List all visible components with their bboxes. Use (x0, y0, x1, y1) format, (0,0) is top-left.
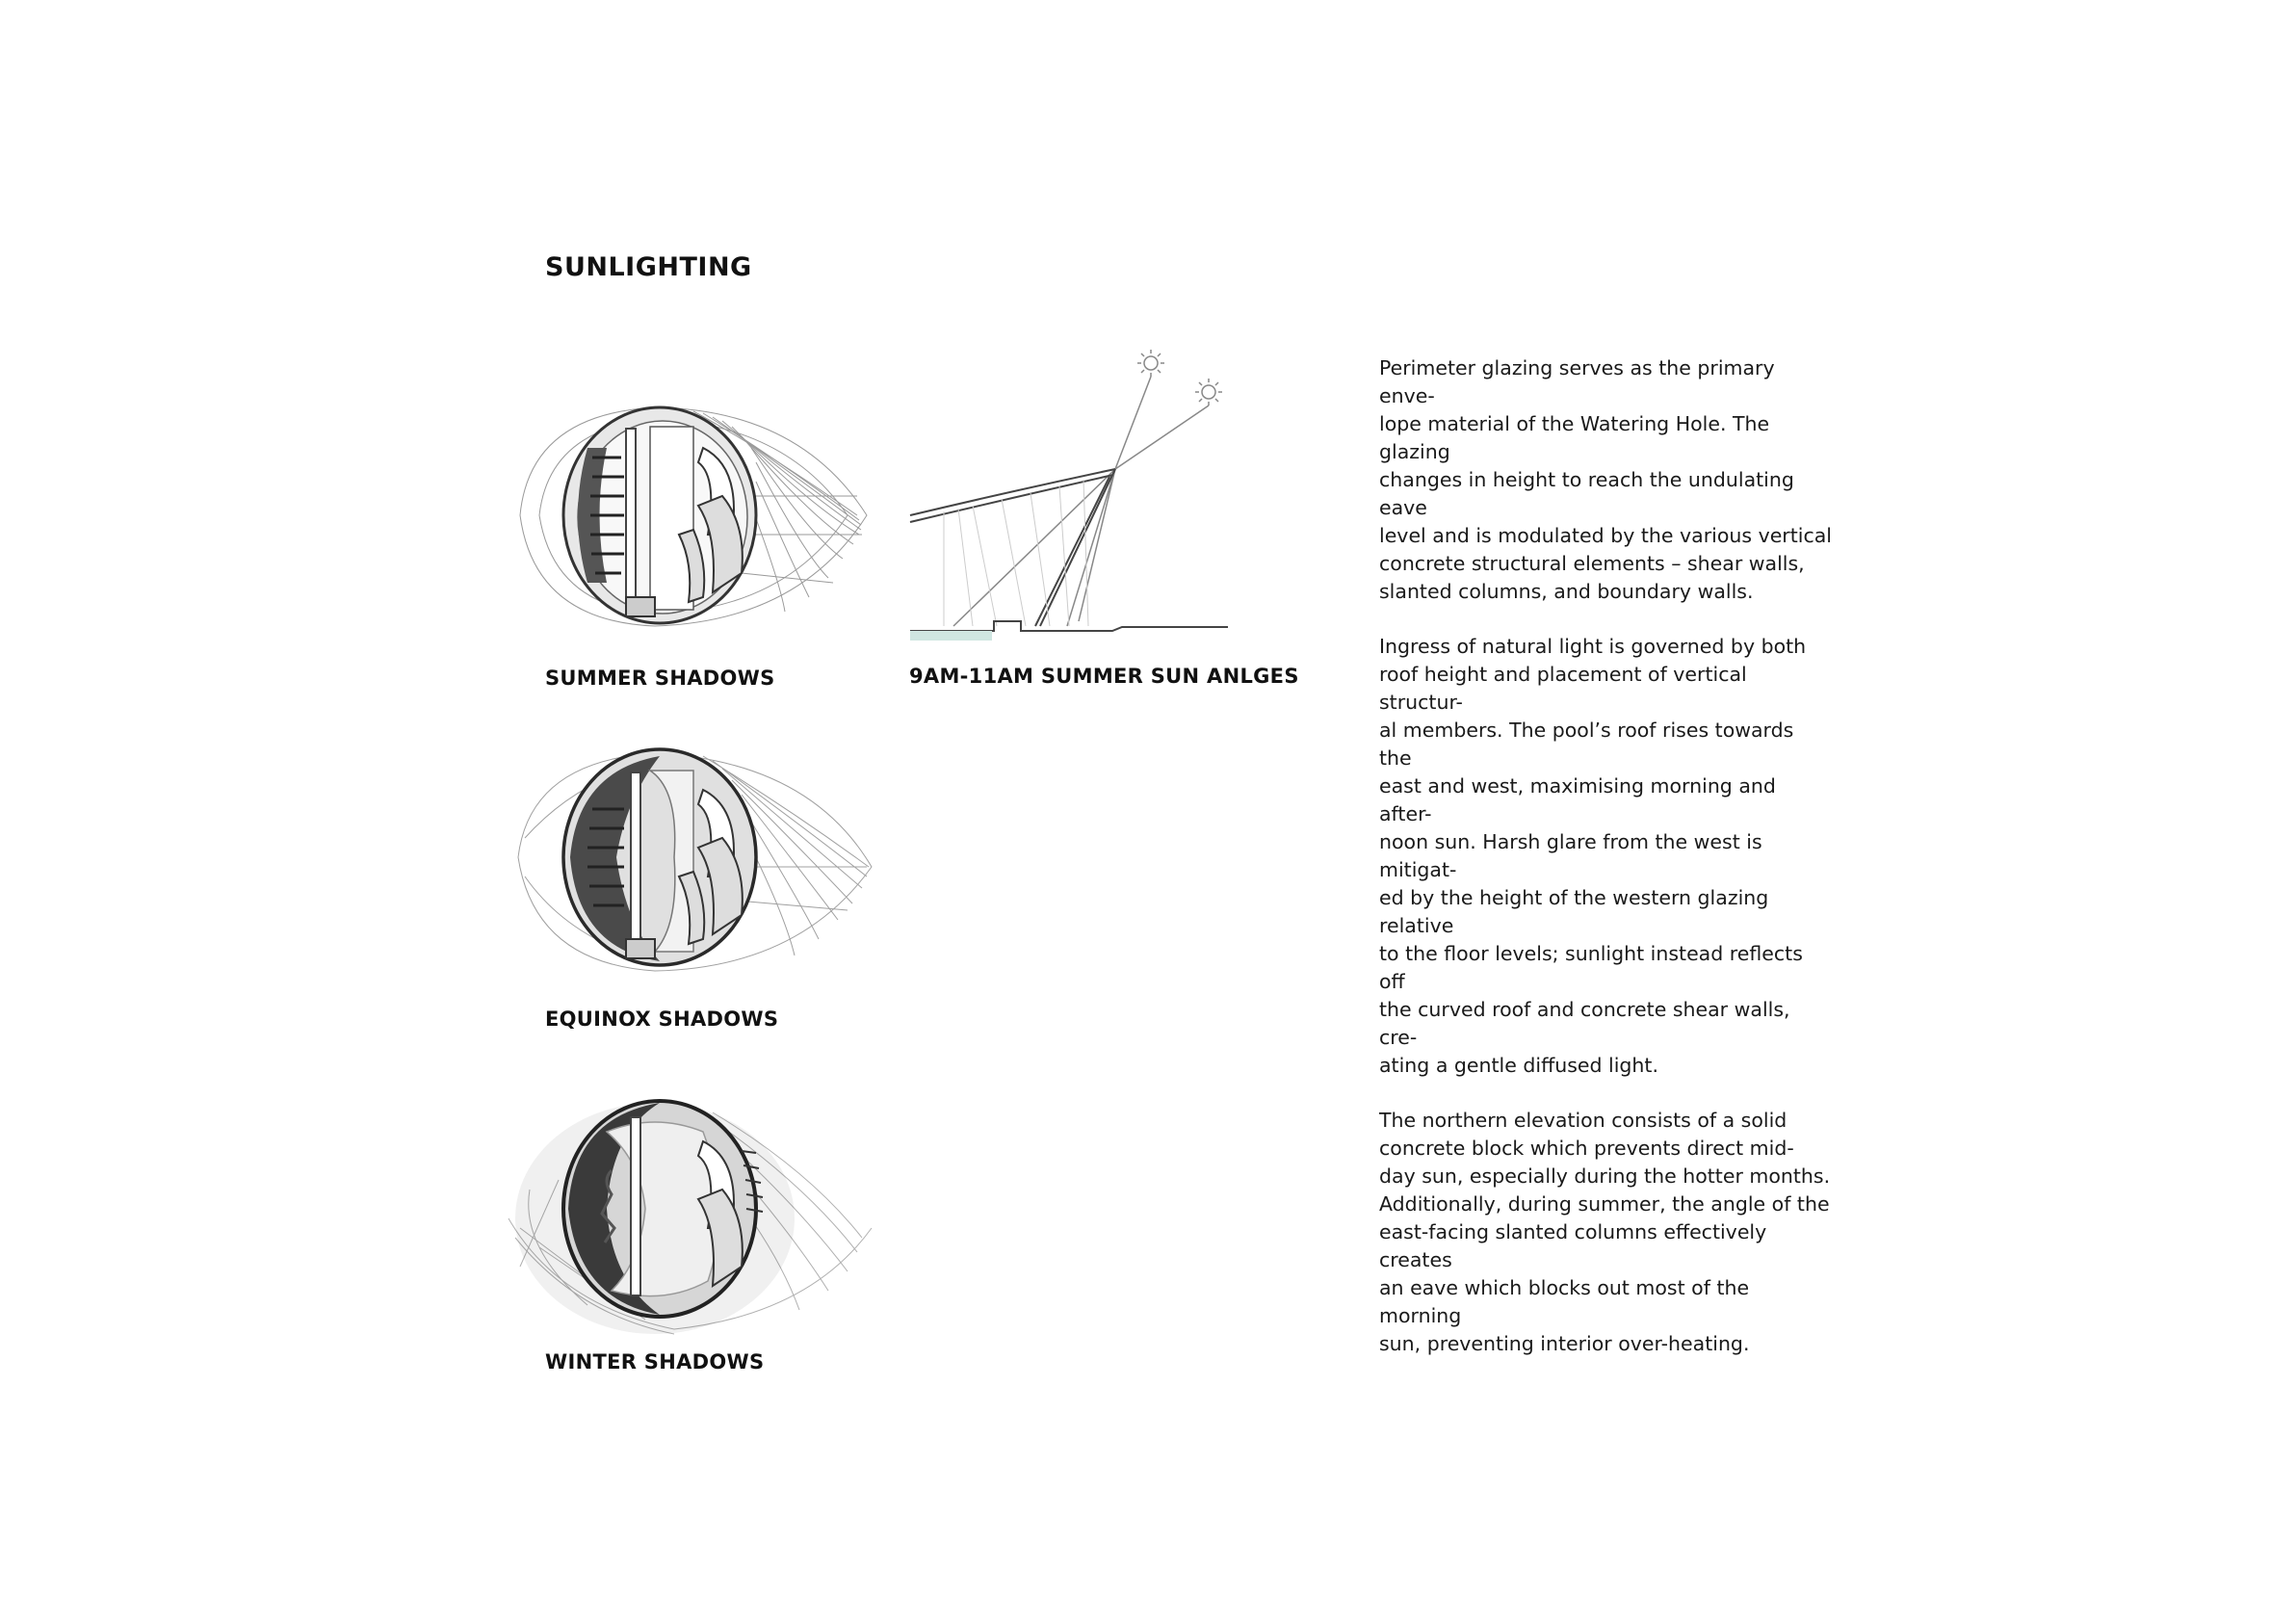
paragraph-northern-elevation: The northern elevation consists of a solid concrete block which prevents direct mid- day sun, especially during the hotter months. Additionally, during summer, the angle of the east-facing slanted columns effectively creates an eave which blocks out most of the morning sun, preventing interior over-heating. (1379, 1109, 1831, 1355)
winter-shadows-caption: WINTER SHADOWS (545, 1350, 765, 1373)
summer-sun-angles-caption: 9AM-11AM SUMMER SUN ANLGES (909, 665, 1299, 688)
summer-shadows-caption: SUMMER SHADOWS (545, 667, 775, 690)
page-title: SUNLIGHTING (545, 252, 752, 282)
winter-shadows-diagram (501, 1074, 876, 1344)
building-plan-icon (563, 749, 756, 965)
summer-sun-section-diagram (905, 342, 1233, 650)
roof-section (910, 469, 1115, 626)
equinox-shadows-diagram (510, 732, 876, 982)
description-text (1379, 354, 1832, 1385)
building-plan-icon (563, 407, 756, 623)
paragraph-glazing: Perimeter glazing serves as the primary enve- lope material of the Watering Hole. The glazing changes in height to reach the undulating eave level and is modulated by the various vertical concrete structural elements – shear walls, slanted columns, and boundary walls. (1379, 356, 1832, 603)
sun-rays (953, 377, 1209, 626)
sun-icon (1137, 350, 1164, 377)
summer-shadows-diagram (510, 390, 876, 641)
pool-water (910, 631, 992, 641)
equinox-shadows-caption: EQUINOX SHADOWS (545, 1007, 779, 1031)
paragraph-natural-light: Ingress of natural light is governed by both roof height and placement of vertical structur- al members. The pool’s roof rises towards the east and west, maximising morning and after- noon sun. Harsh glare from the west is mitigat- ed by the height of the western glazing relative to the floor levels; sunlight instead reflects off the curved roof and concrete shear walls, cre- ating a gentle diffused light. (1379, 635, 1807, 1077)
sun-icon (1195, 379, 1222, 406)
